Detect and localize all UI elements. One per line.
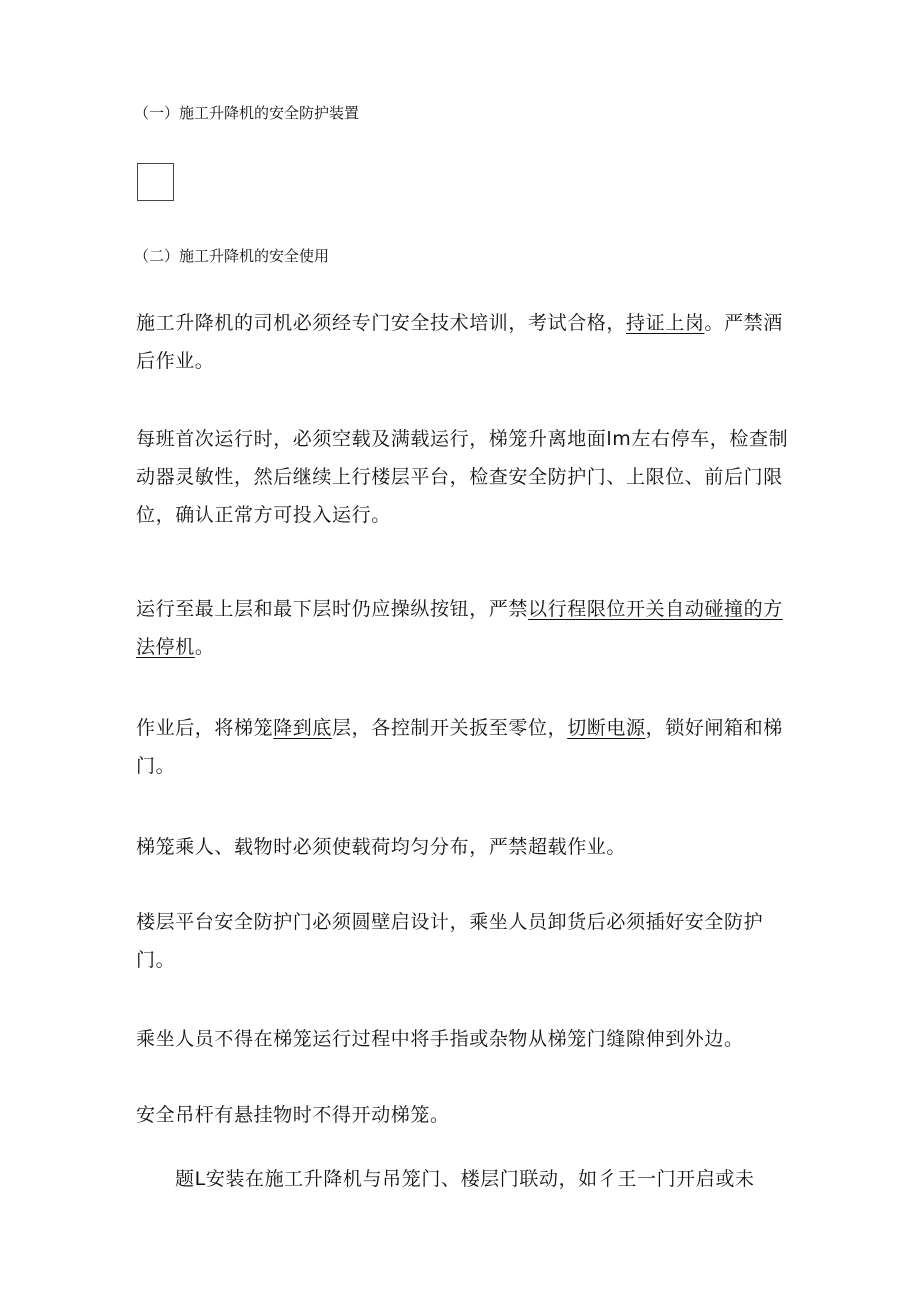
- underlined-text: 以行程限位开关自动碰撞的方法停机: [136, 598, 783, 658]
- underlined-text: 持证上岗: [626, 312, 705, 334]
- paragraph-driver-certification: [136, 304, 796, 380]
- paragraph-text: 施工升降机的司机必须经专门安全技术培训，考试合格，: [136, 312, 627, 334]
- section-heading-protection-devices: （一）施工升降机的安全防护装置: [134, 104, 360, 122]
- paragraph-after-work: [136, 709, 796, 785]
- paragraph-text: 。严禁酒后作业。: [136, 312, 783, 372]
- paragraph-passenger-safety: 乘坐人员不得在梯笼运行过程中将手指或杂物从梯笼门缝隙伸到外边。: [136, 1028, 744, 1050]
- paragraph-text: 作业后，将梯笼: [136, 717, 274, 739]
- image-placeholder: [137, 163, 174, 201]
- section-heading-safe-use: （二）施工升降机的安全使用: [134, 247, 330, 265]
- paragraph-text: 运行至最上层和最下层时仍应操纵按钮，严禁: [136, 598, 529, 620]
- paragraph-stop-operation: [136, 590, 796, 666]
- paragraph-text: 层，各控制开关扳至零位，: [332, 717, 568, 739]
- paragraph-boom-rule: 安全吊杆有悬挂物时不得开动梯笼。: [136, 1104, 450, 1126]
- paragraph-door-interlock: 题L安装在施工升降机与吊笼门、楼层门联动，如彳王一门开启或未: [175, 1168, 755, 1190]
- paragraph-text: ，锁好闸箱和梯门。: [136, 717, 783, 777]
- underlined-text: 降到底: [273, 717, 333, 739]
- paragraph-floor-door: 楼层平台安全防护门必须圆壁启设计，乘坐人员卸货后必须插好安全防护门。: [136, 911, 764, 971]
- paragraph-first-run-check: 每班首次运行时，必须空载及满载运行，梯笼升离地面lm左右停车，检查制动器灵敏性，然后继续上行楼层平台，检查安全防护门、上限位、前后门限位，确认正常方可投入运行。: [136, 428, 789, 526]
- paragraph-load-distribution: 梯笼乘人、载物时必须使载荷均匀分布，严禁超载作业。: [136, 836, 627, 858]
- paragraph-text: 。: [194, 636, 215, 658]
- underlined-text: 切断电源: [567, 717, 646, 739]
